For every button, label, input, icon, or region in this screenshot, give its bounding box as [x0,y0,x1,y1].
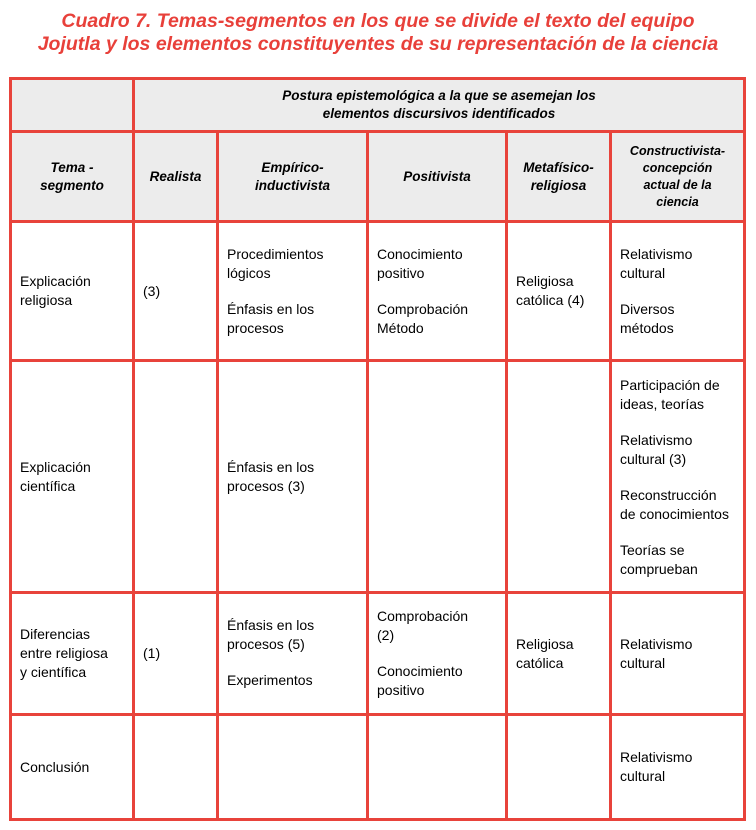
row-2-constructivista-line: comprueban [620,561,698,577]
row-1-constructivista-line: Relativismo [620,246,693,262]
column-header-constructivista-line: ciencia [656,194,699,209]
row-4-constructivista-line: cultural [620,768,666,784]
row-3-realista-value: (1) [143,645,161,661]
column-header-tema-line: Tema - [50,159,94,175]
row-3-positivista-line: positivo [377,682,425,698]
column-header-empirico-line: Empírico- [261,159,324,175]
row-2-constructivista-line: ideas, teorías [620,396,705,412]
row-2-tema-line: Explicación [20,458,91,475]
row-3-constructivista-line: Relativismo [620,635,693,652]
row-1-positivista-line: positivo [377,265,425,281]
epistemology-table [9,77,746,821]
column-header-metafisico [508,133,609,220]
column-header-realista [135,133,216,220]
row-4-tema [12,716,132,818]
row-1-metafisico [508,223,609,359]
row-2-constructivista-line: Relativismo [620,432,693,448]
row-1-empirico-line: lógicos [227,265,271,281]
row-2-constructivista-line: Teorías se [620,542,685,558]
row-2-tema [12,362,132,591]
row-3-metafisico [508,594,609,713]
row-1-empirico-line: Énfasis en los [227,301,315,317]
row-1-tema-line: religiosa [20,292,73,308]
column-header-realista-label: Realista [149,168,202,184]
caption-line-2: Jojutla y los elementos constituyentes de su representación de la ciencia [37,33,719,55]
column-header-constructivista-line: Constructivista- [629,143,726,158]
row-3-positivista-line: Conocimiento [377,663,463,679]
column-header-constructivista-line: actual de la [643,177,712,192]
column-header-empirico-line: inductivista [254,177,330,193]
row-1-constructivista-line: cultural [620,265,666,281]
row-2-constructivista-line: Participación de [620,377,720,393]
row-3-realista [135,594,216,713]
row-1-empirico-line: procesos [227,320,284,336]
row-1-empirico [219,223,366,359]
row-3-constructivista-line: cultural [620,654,666,671]
column-header-metafisico-line: religiosa [530,177,587,193]
header-group-cell [135,80,743,130]
row-1-empirico-line: Procedimientos [227,246,324,262]
row-2-constructivista [612,362,743,591]
row-2-empirico [219,362,366,591]
column-header-positivista [369,133,505,220]
row-3-tema-line: Diferencias [20,626,91,642]
row-3-empirico-line: procesos (5) [227,636,305,652]
row-3-tema-line: entre religiosa [20,645,108,661]
column-header-constructivista [612,133,743,220]
table-caption [0,10,756,56]
row-2-empirico-line: Énfasis en los [227,458,315,475]
column-header-metafisico-line: Metafísico- [523,159,594,175]
row-3-empirico-line: Énfasis en los [227,617,315,633]
column-header-positivista-label: Positivista [403,168,471,184]
row-3-empirico-line: Experimentos [227,672,313,688]
row-1-realista [135,223,216,359]
row-1-positivista-line: Conocimiento [377,246,463,262]
row-4-positivista [369,716,505,818]
row-4-empirico [219,716,366,818]
column-header-tema-line: segmento [40,177,104,193]
row-2-constructivista-line: Reconstrucción [620,487,717,503]
row-1-constructivista-line: Diversos [620,301,675,317]
row-4-metafisico [508,716,609,818]
row-2-tema-line: científica [20,477,76,494]
header-group-line-1: Postura epistemológica a la que se asemejan los [282,88,596,103]
row-3-tema [12,594,132,713]
row-3-positivista-line: (2) [377,627,395,643]
row-1-tema-line: Explicación [20,273,91,289]
row-2-positivista [369,362,505,591]
row-3-constructivista [612,594,743,713]
row-3-metafisico-line: católica [516,654,564,671]
row-1-metafisico-line: católica (4) [516,292,585,308]
row-1-positivista-line: Comprobación [377,301,469,317]
row-4-constructivista [612,716,743,818]
column-header-tema [12,133,132,220]
row-2-metafisico [508,362,609,591]
header-corner-cell [12,80,132,130]
row-4-realista [135,716,216,818]
column-header-empirico [219,133,366,220]
row-2-constructivista-line: de conocimientos [620,506,729,522]
row-3-metafisico-line: Religiosa [516,635,574,652]
caption-line-1: Cuadro 7. Temas-segmentos en los que se divide el texto del equipo [61,10,695,32]
header-group-line-2: elementos discursivos identificados [322,106,556,121]
row-1-constructivista-line: métodos [620,320,674,336]
row-2-realista [135,362,216,591]
row-3-positivista [369,594,505,713]
row-4-tema-line: Conclusión [20,758,90,775]
row-1-positivista-line: Método [377,320,424,336]
row-2-constructivista-line: cultural (3) [620,451,687,467]
column-header-constructivista-line: concepción [642,160,713,175]
row-3-positivista-line: Comprobación [377,608,469,624]
row-1-constructivista [612,223,743,359]
row-4-constructivista-line: Relativismo [620,749,693,765]
row-1-realista-value: (3) [143,282,161,299]
row-1-positivista [369,223,505,359]
row-2-empirico-line: procesos (3) [227,477,305,494]
row-3-empirico [219,594,366,713]
row-1-tema [12,223,132,359]
row-1-metafisico-line: Religiosa [516,273,574,289]
row-3-tema-line: y científica [20,664,87,680]
